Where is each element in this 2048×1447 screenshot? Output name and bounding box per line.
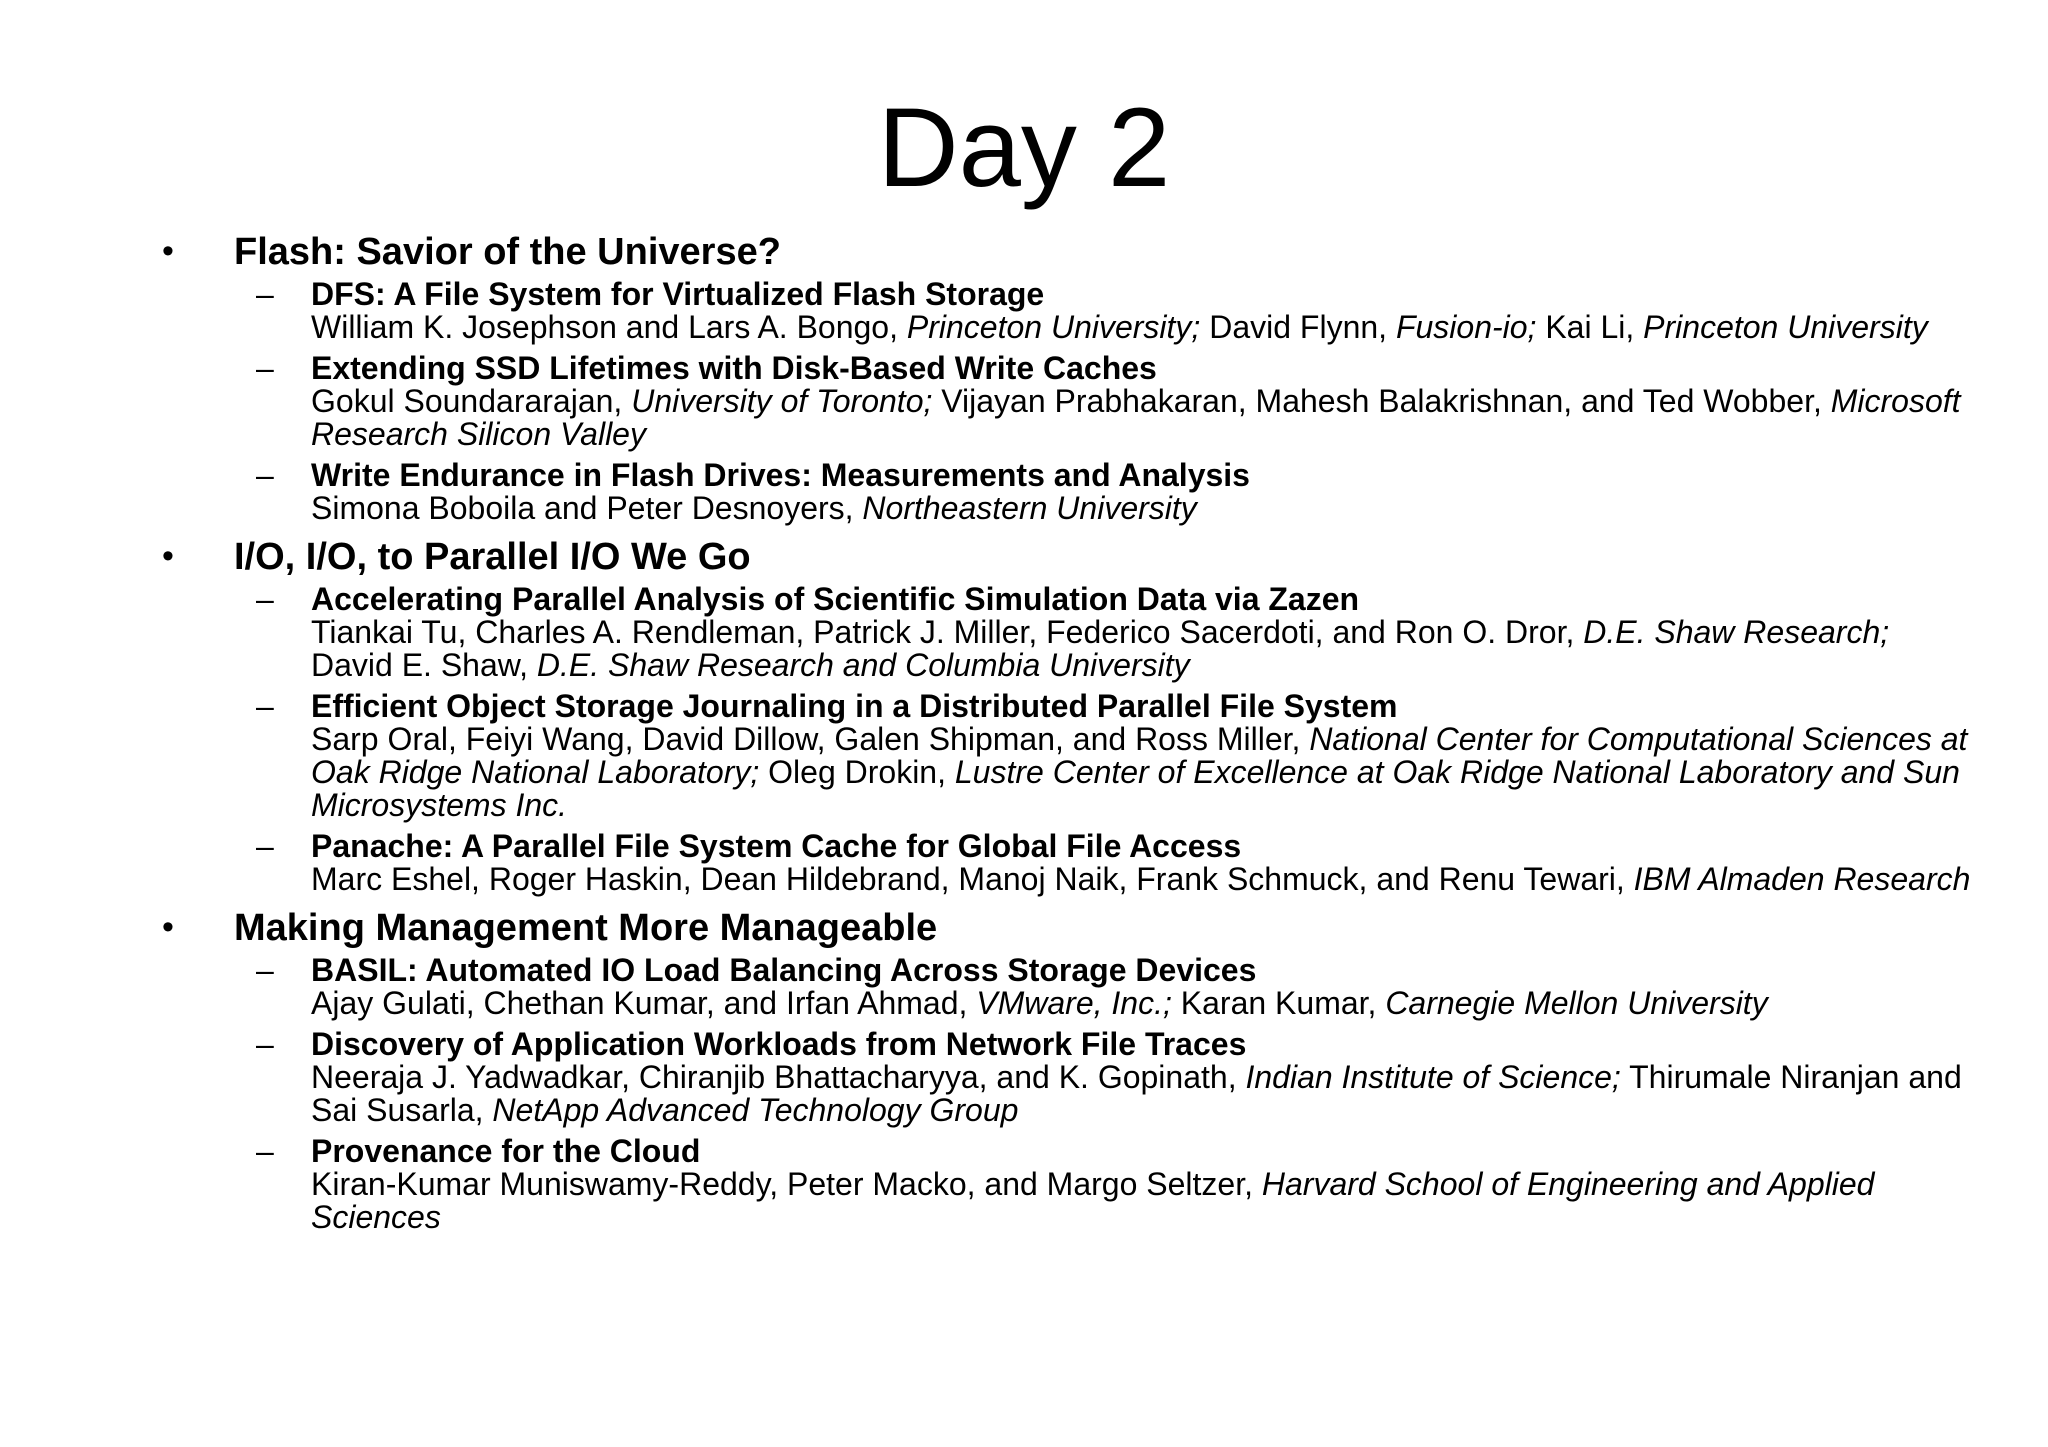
affiliation: University of Toronto; — [631, 383, 933, 419]
paper-title: Extending SSD Lifetimes with Disk-Based Write Caches — [311, 350, 1157, 386]
session-title: I/O, I/O, to Parallel I/O We Go — [234, 536, 751, 578]
paper-entry — [0, 278, 2048, 344]
affiliation: D.E. Shaw Research; — [1583, 614, 1890, 650]
affiliation: Lustre Center of Excellence at Oak Ridge National Laboratory and Sun Microsystems Inc. — [311, 754, 1960, 823]
affiliation: IBM Almaden Research — [1633, 861, 1971, 897]
paper-title: Accelerating Parallel Analysis of Scientific Simulation Data via Zazen — [311, 581, 1360, 617]
affiliation: Harvard School of Engineering and Applied Sciences — [311, 1166, 1875, 1235]
paper-authors — [311, 723, 1978, 822]
author-names: Simona Boboila and Peter Desnoyers, — [311, 490, 863, 526]
author-names: Oleg Drokin, — [759, 754, 955, 790]
dash-marker: – — [256, 276, 274, 312]
author-names: Sarp Oral, Feiyi Wang, David Dillow, Galen Shipman, and Ross Miller, — [311, 721, 1310, 757]
affiliation: Princeton University; — [906, 309, 1201, 345]
author-names: Thirumale Niranjan and Sai Susarla, — [311, 1059, 1962, 1128]
paper-title: Efficient Object Storage Journaling in a Distributed Parallel File System — [311, 688, 1398, 724]
dash-marker: – — [256, 457, 274, 493]
paper-authors — [311, 385, 1978, 451]
session — [0, 904, 2048, 1234]
paper-entry — [0, 690, 2048, 822]
paper-authors — [311, 616, 1978, 682]
session-header — [0, 228, 2048, 278]
author-names: Karan Kumar, — [1171, 985, 1386, 1021]
dash-marker: – — [256, 952, 274, 988]
session-title: Making Management More Manageable — [234, 907, 938, 949]
paper-authors — [311, 492, 1978, 525]
session-list — [0, 228, 2048, 1242]
dash-marker: – — [256, 1026, 274, 1062]
paper-title: Discovery of Application Workloads from Network File Traces — [311, 1026, 1247, 1062]
affiliation: Microsoft Research Silicon Valley — [311, 383, 1961, 452]
author-names: Kai Li, — [1536, 309, 1644, 345]
affiliation: Indian Institute of Science; — [1245, 1059, 1621, 1095]
dash-marker: – — [256, 581, 274, 617]
paper-authors — [311, 311, 1978, 344]
author-names: Gokul Soundararajan, — [311, 383, 632, 419]
author-names: Kiran-Kumar Muniswamy-Reddy, Peter Macko, and Margo Seltzer, — [311, 1166, 1262, 1202]
author-names: Ajay Gulati, Chethan Kumar, and Irfan Ahmad, — [311, 985, 977, 1021]
paper-entry — [0, 1028, 2048, 1127]
bullet-marker: • — [162, 232, 174, 270]
paper-entry — [0, 954, 2048, 1020]
paper-title: Panache: A Parallel File System Cache for Global File Access — [311, 828, 1242, 864]
dash-marker: – — [256, 1133, 274, 1169]
affiliation: VMware, Inc.; — [976, 985, 1172, 1021]
paper-entry — [0, 1135, 2048, 1234]
paper-entry — [0, 352, 2048, 451]
author-names: William K. Josephson and Lars A. Bongo, — [311, 309, 907, 345]
affiliation: NetApp Advanced Technology Group — [492, 1092, 1019, 1128]
session — [0, 228, 2048, 525]
dash-marker: – — [256, 688, 274, 724]
paper-entry — [0, 583, 2048, 682]
author-names: Marc Eshel, Roger Haskin, Dean Hildebrand, Manoj Naik, Frank Schmuck, and Renu Tewari, — [311, 861, 1634, 897]
author-names: Tiankai Tu, Charles A. Rendleman, Patrick J. Miller, Federico Sacerdoti, and Ron O. Dror, — [311, 614, 1584, 650]
author-names: David E. Shaw, — [311, 647, 537, 683]
author-names: David Flynn, — [1200, 309, 1396, 345]
dash-marker: – — [256, 350, 274, 386]
author-names: Neeraja J. Yadwadkar, Chiranjib Bhattacharyya, and K. Gopinath, — [311, 1059, 1246, 1095]
session-header — [0, 533, 2048, 583]
session-title: Flash: Savior of the Universe? — [234, 231, 781, 273]
session — [0, 533, 2048, 896]
dash-marker: – — [256, 828, 274, 864]
paper-title: DFS: A File System for Virtualized Flash Storage — [311, 276, 1045, 312]
paper-entry — [0, 459, 2048, 525]
paper-title: Write Endurance in Flash Drives: Measurements and Analysis — [311, 457, 1250, 493]
affiliation: National Center for Computational Sciences at Oak Ridge National Laboratory; — [311, 721, 1968, 790]
bullet-marker: • — [162, 908, 174, 946]
author-names: Vijayan Prabhakaran, Mahesh Balakrishnan, and Ted Wobber, — [932, 383, 1831, 419]
paper-entry — [0, 830, 2048, 896]
session-header — [0, 904, 2048, 954]
paper-authors — [311, 987, 1978, 1020]
paper-authors — [311, 863, 1978, 896]
paper-title: Provenance for the Cloud — [311, 1133, 701, 1169]
paper-authors — [311, 1168, 1978, 1234]
paper-authors — [311, 1061, 1978, 1127]
affiliation: Northeastern University — [862, 490, 1197, 526]
affiliation: Fusion-io; — [1395, 309, 1537, 345]
affiliation: Princeton University — [1643, 309, 1928, 345]
paper-title: BASIL: Automated IO Load Balancing Across Storage Devices — [311, 952, 1257, 988]
affiliation: D.E. Shaw Research and Columbia University — [536, 647, 1190, 683]
bullet-marker: • — [162, 537, 174, 575]
affiliation: Carnegie Mellon University — [1385, 985, 1768, 1021]
slide-title: Day 2 — [877, 85, 1171, 210]
